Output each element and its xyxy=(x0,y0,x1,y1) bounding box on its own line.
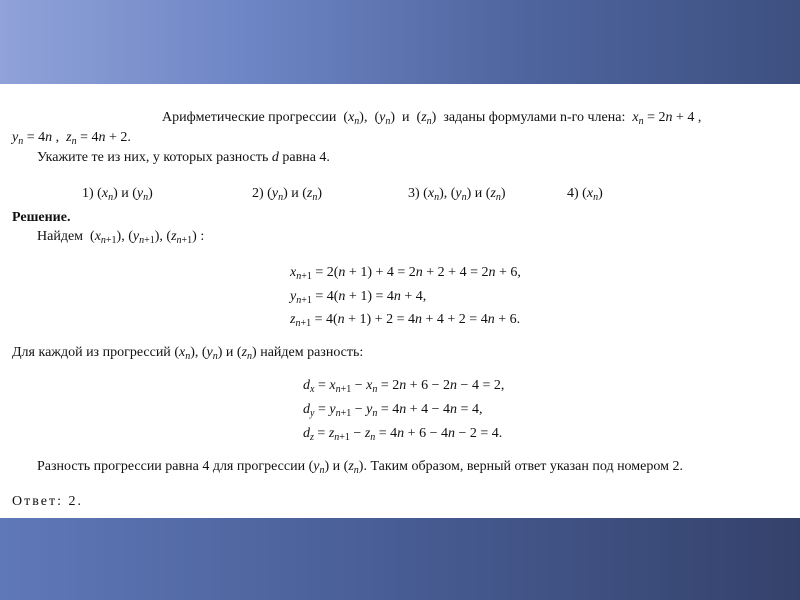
slide-top-band xyxy=(0,0,800,84)
difference-intro: Для каждой из прогрессий $(x_n)$, $(y_n)$ и $(z_n)$ найдем разность: xyxy=(12,345,364,362)
equation-y-next: $y_{n+1} = 4(n + 1) = 4n + 4$, xyxy=(290,289,427,306)
equation-x-next: $x_{n+1} = 2(n + 1) + 4 = 2n + 2 + 4 = 2n + 6$, xyxy=(290,265,521,282)
slide-bottom-band xyxy=(0,518,800,600)
conclusion-line: Разность прогрессии равна 4 для прогрессии $(y_n)$ и $(z_n)$. Таким образом, верный ответ указан под номером 2. xyxy=(37,459,683,476)
option-2: 2) $(y_n)$ и $(z_n)$ xyxy=(252,186,323,203)
solution-heading: Решение. xyxy=(12,210,71,225)
problem-line-2: $y_n = 4n$ , $z_n = 4n + 2$. xyxy=(12,130,131,147)
equation-dz: $d_z = z_{n+1} - z_n = 4n + 6 - 4n - 2 = 4$. xyxy=(303,426,503,443)
equation-z-next: $z_{n+1} = 4(n + 1) + 2 = 4n + 4 + 2 = 4n + 6$. xyxy=(290,312,521,329)
option-3: 3) $(x_n)$, $(y_n)$ и $(z_n)$ xyxy=(408,186,506,203)
option-4: 4) $(x_n)$ xyxy=(567,186,603,203)
problem-line-1: Арифметические прогрессии $(x_n)$, $(y_n)$ и $(z_n)$ заданы формулами n-го члена: $x_n = 2n + 4$ , xyxy=(162,110,702,127)
question-line: Укажите те из них, у которых разность d равна 4. xyxy=(37,150,330,165)
find-line: Найдем $(x_{n+1})$, $(y_{n+1})$, $(z_{n+1})$ : xyxy=(37,229,205,246)
answer-line: Ответ: 2. xyxy=(12,494,83,509)
equation-dx: $d_x = x_{n+1} - x_n = 2n + 6 - 2n - 4 = 2$, xyxy=(303,378,505,395)
document-page xyxy=(0,84,800,518)
equation-dy: $d_y = y_{n+1} - y_n = 4n + 4 - 4n = 4$, xyxy=(303,402,483,419)
option-1: 1) $(x_n)$ и $(y_n)$ xyxy=(82,186,153,203)
